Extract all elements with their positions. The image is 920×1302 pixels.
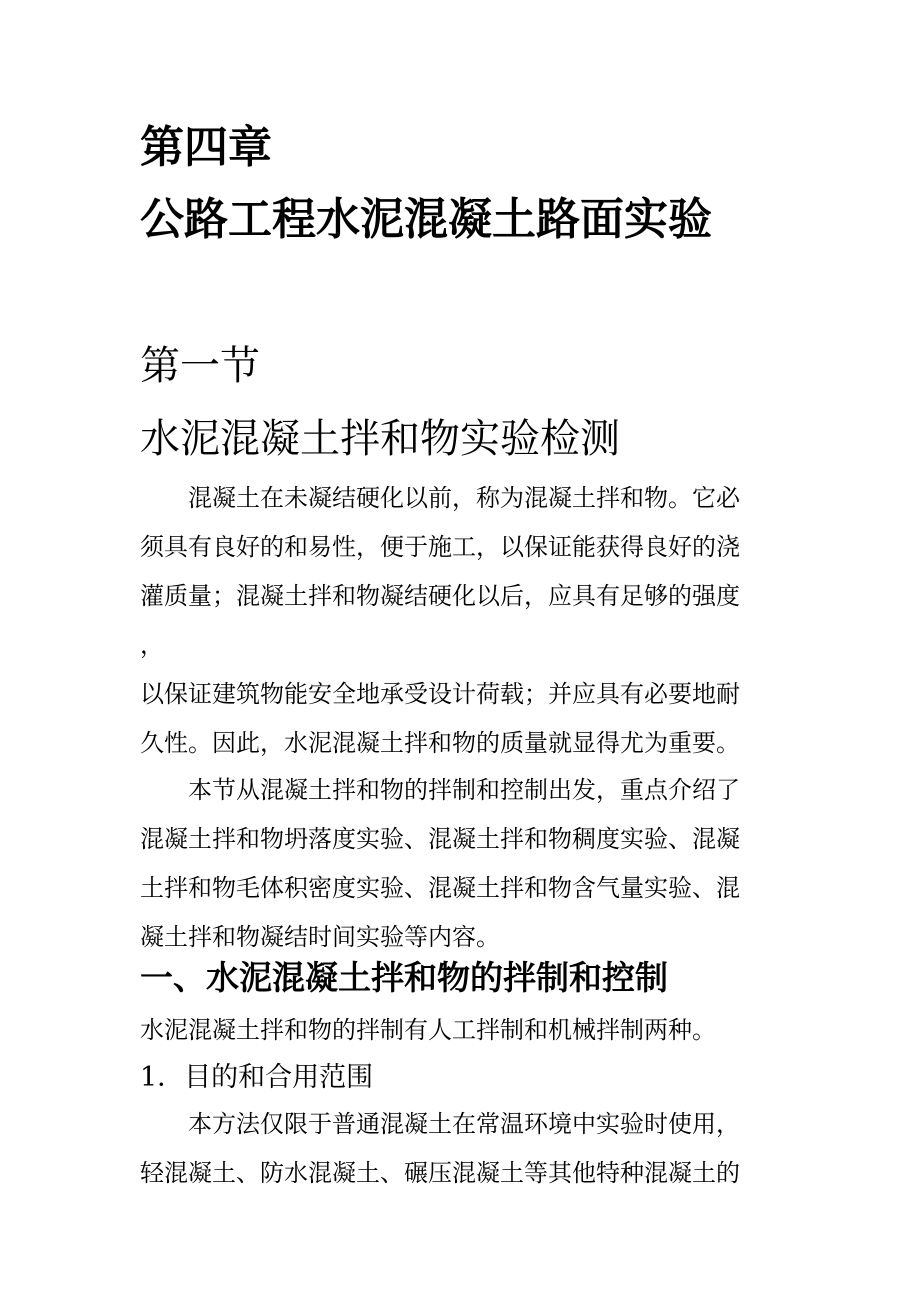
paragraph-line: 须具有良好的和易性，便于施工，以保证能获得良好的浇: [140, 533, 740, 561]
heading-intro-text: 水泥混凝土拌和物的拌制有人工拌制和机械拌制两种。: [140, 1016, 716, 1044]
heading-mixing-control: 一、水泥混凝土拌和物的拌制和控制: [140, 958, 668, 997]
paragraph-line: 以保证建筑物能安全地承受设计荷载；并应具有必要地耐: [140, 680, 740, 708]
paragraph-scope: [140, 1100, 780, 1198]
chapter-title: 公路工程水泥混凝土路面实验: [140, 194, 712, 245]
paragraph-line: 灌质量；混凝土拌和物凝结硬化以后，应具有足够的强度: [140, 582, 740, 610]
paragraph-line: 轻混凝土、防水混凝土、碾压混凝土等其他特种混凝土的: [140, 1159, 740, 1187]
paragraph-overview: [140, 766, 780, 962]
subheading-purpose-scope: 1．目的和合用范围: [140, 1062, 374, 1093]
chapter-label: 第四章: [140, 122, 272, 173]
paragraph-line: 土拌和物毛体积密度实验、混凝土拌和物含气量实验、混: [140, 874, 740, 902]
paragraph-line: ，: [140, 631, 164, 659]
paragraph-line: 本节从混凝土拌和物的拌制和控制出发，重点介绍了: [188, 776, 740, 804]
paragraph-line: 混凝土拌和物坍落度实验、混凝土拌和物稠度实验、混凝: [140, 825, 740, 853]
section-label: 第一节: [140, 343, 260, 389]
paragraph-line: 久性。因此，水泥混凝土拌和物的质量就显得尤为重要。: [140, 729, 740, 757]
paragraph-line: 凝土拌和物凝结时间实验等内容。: [140, 923, 500, 951]
paragraph-line: 本方法仅限于普通混凝土在常温环境中实验时使用，: [188, 1110, 740, 1138]
paragraph-intro: [140, 474, 780, 768]
paragraph-line: 混凝土在未凝结硬化以前，称为混凝土拌和物。它必: [188, 484, 740, 512]
section-title: 水泥混凝土拌和物实验检测: [140, 416, 620, 462]
